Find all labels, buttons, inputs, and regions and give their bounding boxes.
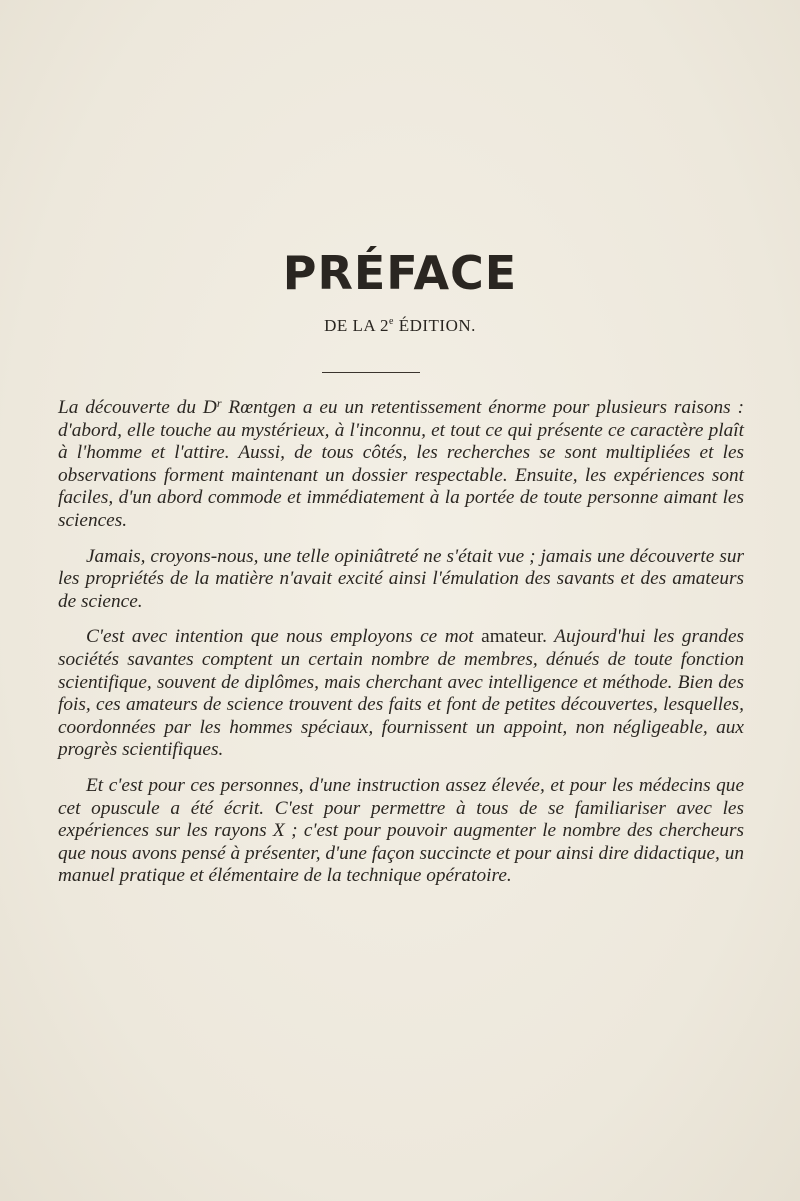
paragraph-3 <box>58 626 744 762</box>
emphasized-word-amateur: amateur. <box>481 626 548 648</box>
paragraph-1 <box>58 392 744 533</box>
preface-body <box>58 392 744 901</box>
title-divider <box>322 372 420 373</box>
subtitle-superscript: e <box>389 316 394 327</box>
paragraph-1-start: La découverte du D <box>58 397 217 418</box>
paragraph-3-rest: Aujourd'hui les grandes sociétés savantes comptent un certain nombre de membres, dénués de toute fonction scientifique, souvent de diplômes, mais cherchant avec intelligence et méthode. Bien des fois, ces amateurs de science trouvent des faits et font de petites découvertes, lesquelles, coordonnées par les hommes spéciaux, fournissent un appoint, non négligeable, aux progrès scientifiques. <box>58 626 745 761</box>
doctor-title-superscript: r <box>216 396 222 410</box>
subtitle-suffix: ÉDITION. <box>393 316 476 335</box>
paragraph-1-rest: Rœntgen a eu un retentissement énorme pour plusieurs raisons : d'abord, elle touche au mystérieux, à l'inconnu, et tout ce qui présente ce caractère plaît à l'homme et l'attire. Aussi, de tous côtés, les recherches se sont multipliées et les observations forment maintenant un dossier respectable. Ensuite, les expériences sont faciles, d'un abord commode et immédiatement à la portée de toute personne aimant les sciences. <box>58 397 744 531</box>
page-subtitle <box>0 316 800 336</box>
page-title: PRÉFACE <box>282 246 518 300</box>
paragraph-3-start: C'est avec intention que nous employons ce mot <box>86 626 482 648</box>
paragraph-4: Et c'est pour ces personnes, d'une instruction assez élevée, et pour les médecins que cet opuscule a été écrit. C'est pour permettre à tous de se familiariser avec les expériences sur les rayons X ; c'est pour pouvoir augmenter le nombre des chercheurs que nous avons pensé à présenter, d'une façon succincte et pour ainsi dire didactique, un manuel pratique et élémentaire de la technique opératoire. <box>58 774 744 887</box>
subtitle-prefix: DE LA 2 <box>324 316 389 335</box>
paragraph-2: Jamais, croyons-nous, une telle opiniâtreté ne s'était vue ; jamais une découverte sur les propriétés de la matière n'avait excité ainsi l'émulation des savants et des amateurs de science. <box>58 545 744 612</box>
